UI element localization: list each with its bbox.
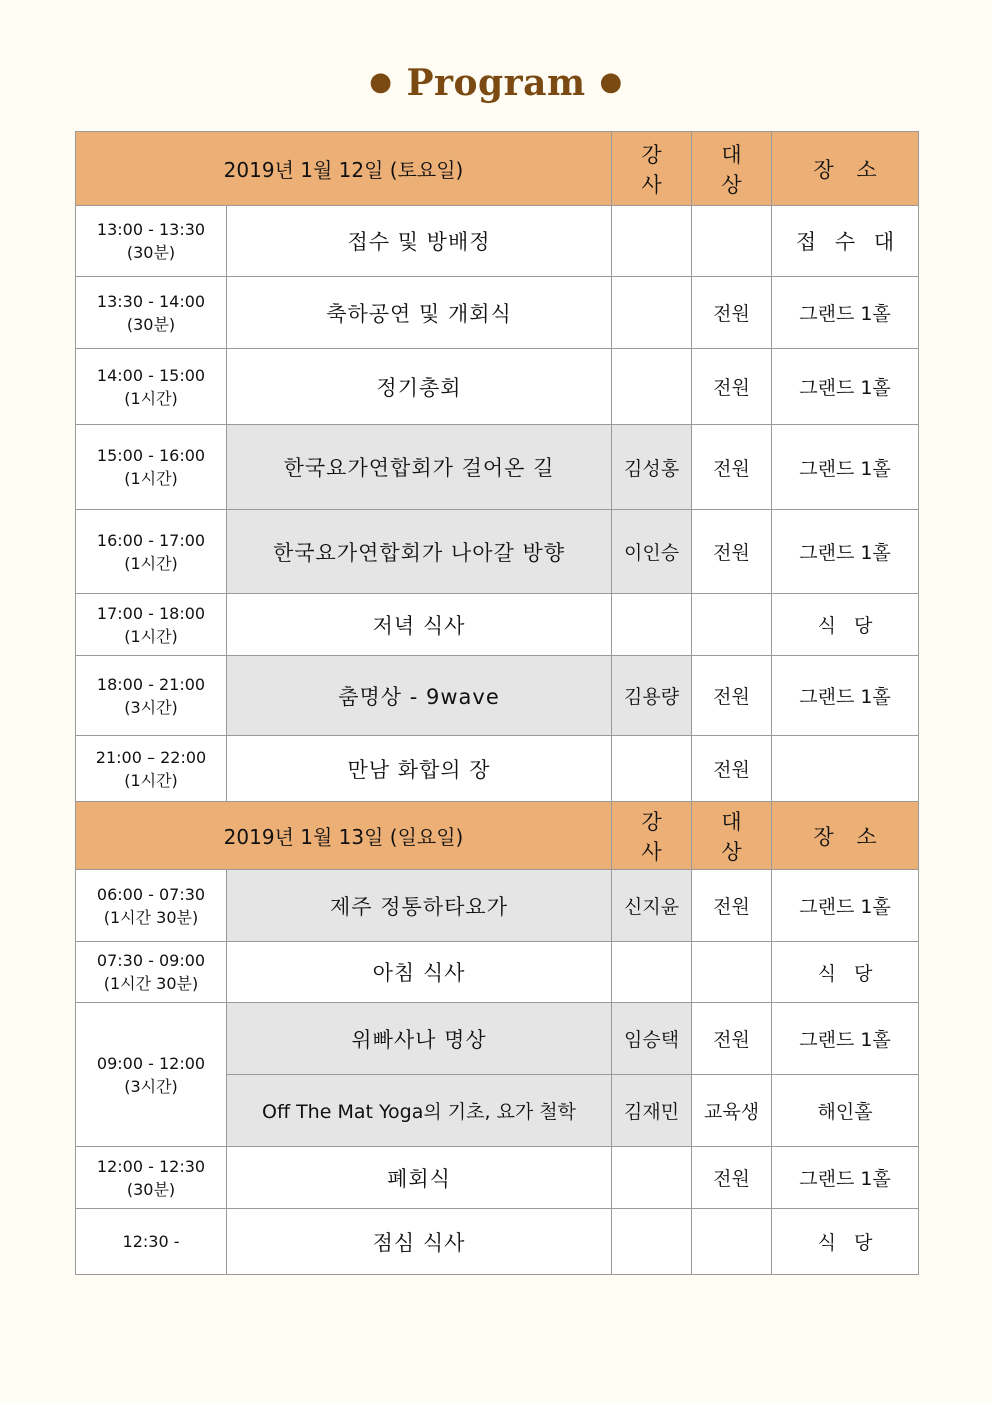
target-cell (692, 1209, 772, 1275)
table-row (76, 349, 919, 425)
speaker-cell (612, 277, 692, 349)
time-cell: 17:00 - 18:00 (1시간) (76, 594, 227, 656)
table-row (76, 277, 919, 349)
time-cell: 13:30 - 14:00 (30분) (76, 277, 227, 349)
table-row (76, 656, 919, 736)
time-cell: 14:00 - 15:00 (1시간) (76, 349, 227, 425)
day-date: 2019년 1월 12일 (토요일) (76, 132, 612, 206)
speaker-cell (612, 349, 692, 425)
speaker-cell: 임승택 (612, 1003, 692, 1075)
venue-cell: 그랜드 1홀 (772, 425, 919, 510)
target-cell: 전원 (692, 510, 772, 594)
col-header-speaker: 강 사 (612, 132, 692, 206)
speaker-cell (612, 1209, 692, 1275)
bullet-dot-icon: ● (369, 67, 393, 97)
table-row (76, 1003, 919, 1075)
speaker-cell: 신지윤 (612, 870, 692, 942)
table-row (76, 510, 919, 594)
venue-cell: 그랜드 1홀 (772, 349, 919, 425)
target-cell: 전원 (692, 277, 772, 349)
program-cell: 아침 식사 (227, 942, 612, 1003)
venue-cell: 그랜드 1홀 (772, 1003, 919, 1075)
speaker-cell: 김용량 (612, 656, 692, 736)
day-header-row (76, 132, 919, 206)
time-cell: 16:00 - 17:00 (1시간) (76, 510, 227, 594)
table-row (76, 1209, 919, 1275)
program-cell: 축하공연 및 개회식 (227, 277, 612, 349)
col-header-venue: 장 소 (772, 802, 919, 870)
time-cell: 12:30 - (76, 1209, 227, 1275)
time-cell: 13:00 - 13:30 (30분) (76, 206, 227, 277)
venue-cell: 그랜드 1홀 (772, 870, 919, 942)
program-cell: 제주 정통하타요가 (227, 870, 612, 942)
col-header-target: 대 상 (692, 132, 772, 206)
target-cell: 전원 (692, 656, 772, 736)
table-row (76, 594, 919, 656)
target-cell: 전원 (692, 425, 772, 510)
col-header-venue: 장 소 (772, 132, 919, 206)
target-cell: 교육생 (692, 1075, 772, 1147)
table-row (76, 870, 919, 942)
speaker-cell: 이인승 (612, 510, 692, 594)
program-cell: 춤명상 - 9wave (227, 656, 612, 736)
table-row (76, 942, 919, 1003)
venue-cell: 그랜드 1홀 (772, 277, 919, 349)
time-cell: 09:00 - 12:00 (3시간) (76, 1003, 227, 1147)
time-cell: 07:30 - 09:00 (1시간 30분) (76, 942, 227, 1003)
col-header-speaker: 강 사 (612, 802, 692, 870)
target-cell (692, 942, 772, 1003)
venue-cell: 그랜드 1홀 (772, 510, 919, 594)
venue-cell (772, 736, 919, 802)
table-row (76, 425, 919, 510)
program-cell: 저녁 식사 (227, 594, 612, 656)
target-cell: 전원 (692, 736, 772, 802)
time-cell: 18:00 - 21:00 (3시간) (76, 656, 227, 736)
venue-cell: 식 당 (772, 942, 919, 1003)
table-row (76, 736, 919, 802)
speaker-cell (612, 942, 692, 1003)
speaker-cell (612, 736, 692, 802)
target-cell: 전원 (692, 870, 772, 942)
target-cell (692, 206, 772, 277)
table-row (76, 1147, 919, 1209)
time-cell: 15:00 - 16:00 (1시간) (76, 425, 227, 510)
venue-cell: 해인홀 (772, 1075, 919, 1147)
time-cell: 06:00 - 07:30 (1시간 30분) (76, 870, 227, 942)
program-cell: 폐회식 (227, 1147, 612, 1209)
bullet-dot-icon: ● (599, 67, 623, 97)
program-cell: 접수 및 방배정 (227, 206, 612, 277)
program-cell: 만남 화합의 장 (227, 736, 612, 802)
venue-cell: 그랜드 1홀 (772, 656, 919, 736)
program-table (75, 131, 919, 1275)
target-cell: 전원 (692, 1147, 772, 1209)
day-header-row (76, 802, 919, 870)
venue-cell: 접 수 대 (772, 206, 919, 277)
speaker-cell (612, 594, 692, 656)
speaker-cell: 김성홍 (612, 425, 692, 510)
venue-cell: 식 당 (772, 594, 919, 656)
day-date: 2019년 1월 13일 (일요일) (76, 802, 612, 870)
program-cell: 정기총회 (227, 349, 612, 425)
program-cell: 한국요가연합회가 걸어온 길 (227, 425, 612, 510)
program-cell: Off The Mat Yoga의 기초, 요가 철학 (227, 1075, 612, 1147)
program-cell: 한국요가연합회가 나아갈 방향 (227, 510, 612, 594)
program-cell: 위빠사나 명상 (227, 1003, 612, 1075)
target-cell: 전원 (692, 1003, 772, 1075)
target-cell: 전원 (692, 349, 772, 425)
speaker-cell (612, 1147, 692, 1209)
venue-cell: 식 당 (772, 1209, 919, 1275)
target-cell (692, 594, 772, 656)
program-cell: 점심 식사 (227, 1209, 612, 1275)
page-title (0, 62, 992, 104)
venue-cell: 그랜드 1홀 (772, 1147, 919, 1209)
table-row (76, 206, 919, 277)
title-text: Program (406, 62, 586, 104)
time-cell: 21:00 – 22:00 (1시간) (76, 736, 227, 802)
speaker-cell: 김재민 (612, 1075, 692, 1147)
time-cell: 12:00 - 12:30 (30분) (76, 1147, 227, 1209)
col-header-target: 대 상 (692, 802, 772, 870)
speaker-cell (612, 206, 692, 277)
